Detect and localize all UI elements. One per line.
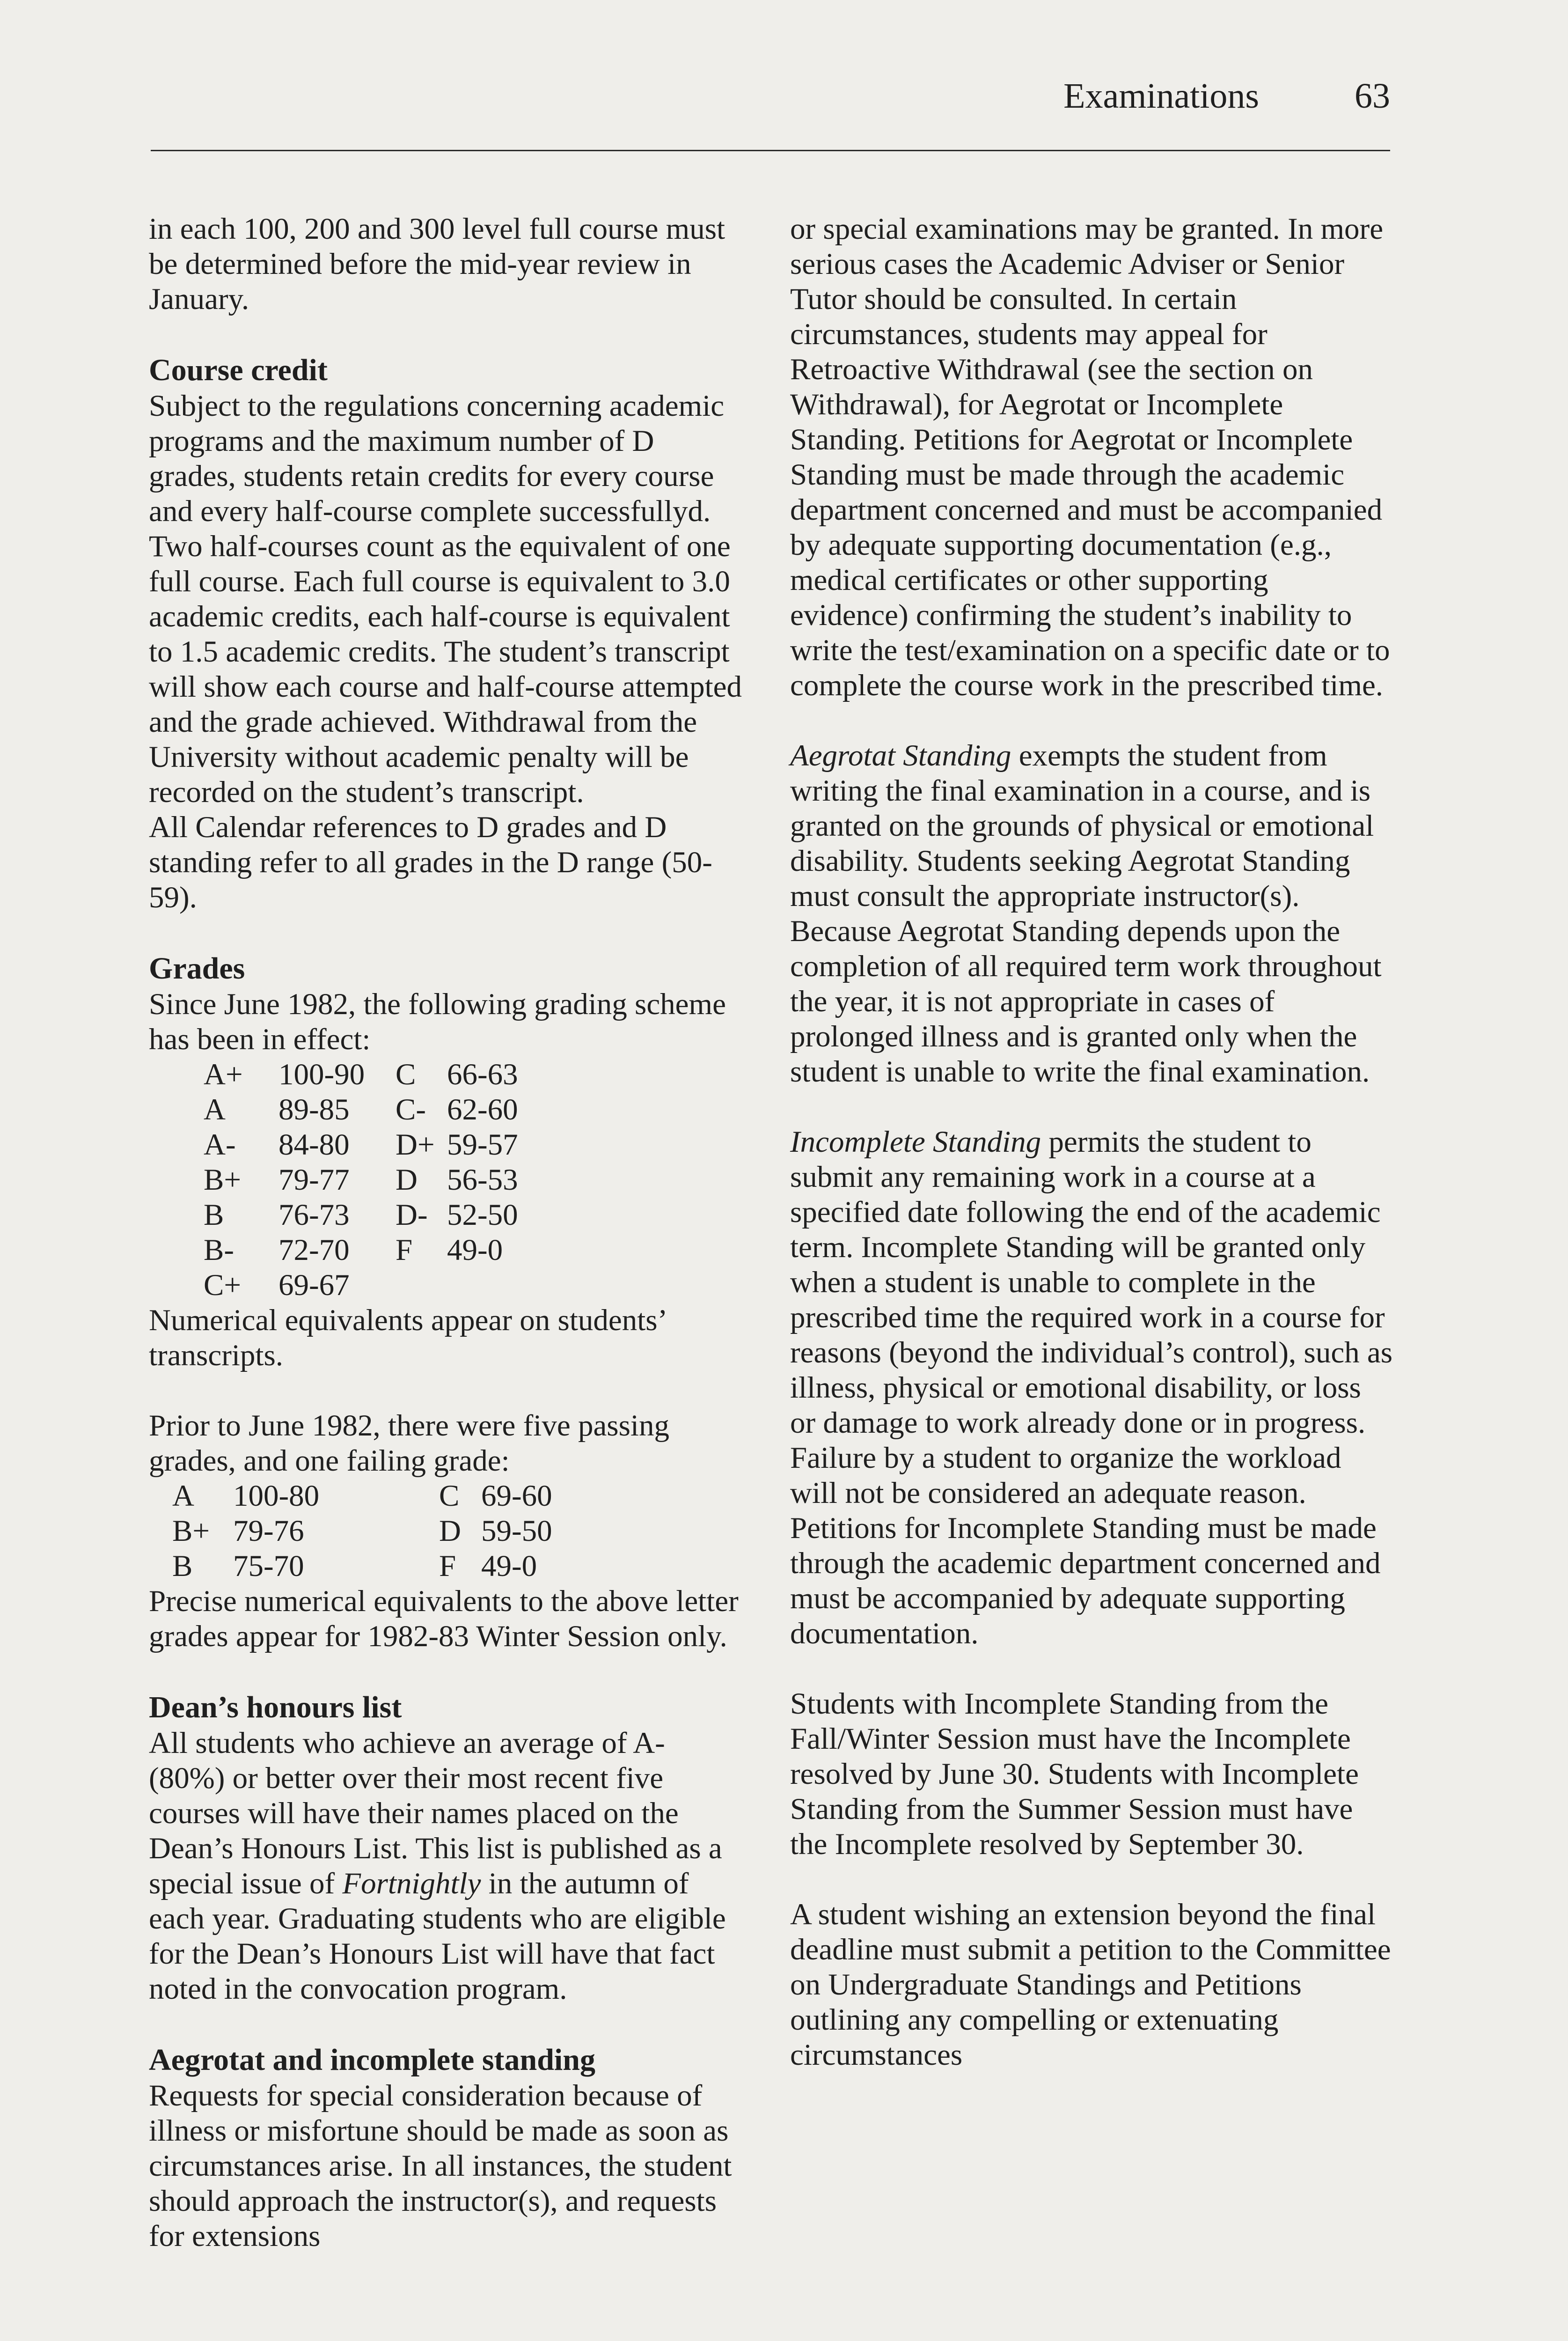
grade-row: [204, 1127, 518, 1163]
extension-paragraph: A student wishing an extension beyond the final deadline must submit a petition to the Committee on Undergraduate Standings and Petitions outlining any compelling or extenuating circumstances: [790, 1898, 1391, 2072]
grade-letter: A-: [204, 1128, 236, 1162]
prior-grades-intro: Prior to June 1982, there were five passing grades, and one failing grade:: [149, 1409, 669, 1478]
grade-letter: B-: [204, 1233, 234, 1267]
grades-heading: Grades: [149, 951, 245, 986]
continued-paragraph: or special examinations may be granted. In more serious cases the Academic Adviser or Senior Tutor should be consulted. In certain circumstances, students may appeal for Retroactive Withdrawal (see the section on Withdrawal), for Aegrotat or Incomplete Standing. Petitions for Aegrotat or Incomplete Standing must be made through the academic department concerned and must be accompanied by adequate supporting documentation (e.g., medical certificates or other supporting evidence) confirming the student’s inability to write the test/examination on a specific date or to complete the course work in the prescribed time.: [790, 212, 1390, 702]
grade-row: [172, 1549, 552, 1584]
grade-row: [172, 1479, 552, 1514]
fortnightly-title: Fortnightly: [342, 1867, 481, 1900]
deans-list-text-1: All students who achieve an average of A- (80%) or better over their most recent five courses will have their names placed on the Dean’s Honours List. This list is published as a special issue of: [149, 1726, 722, 1900]
grade-letter: D: [396, 1163, 418, 1197]
grade-letter: C: [439, 1479, 460, 1513]
grade-letter: C: [396, 1058, 416, 1091]
grade-range: 56-53: [447, 1163, 518, 1197]
grades-note: Numerical equivalents appear on students’ transcripts.: [149, 1303, 666, 1372]
grade-row: [204, 1163, 518, 1198]
grade-range: 76-73: [278, 1198, 350, 1232]
grade-range: [447, 1268, 518, 1303]
grade-range: 59-57: [447, 1128, 518, 1162]
incomplete-standing-paragraph: [790, 1125, 1394, 1651]
grade-letter: D-: [396, 1198, 428, 1232]
grade-range: 100-80: [233, 1479, 320, 1513]
prior-grades-note: Precise numerical equivalents to the above letter grades appear for 1982-83 Winter Session only.: [149, 1584, 739, 1653]
grade-row: [172, 1514, 552, 1549]
running-head: Examinations: [1063, 76, 1259, 116]
grade-letter: A+: [204, 1058, 243, 1091]
incomplete-standing-term: Incomplete Standing: [790, 1125, 1041, 1159]
deadlines-paragraph: Students with Incomplete Standing from the Fall/Winter Session must have the Incomplete resolved by June 30. Students with Incomplete Standing from the Summer Session must have the Incomplete resolved by September 30.: [790, 1687, 1359, 1861]
aegrotat-standing-paragraph: [790, 738, 1394, 1090]
grade-letter: D: [439, 1514, 461, 1548]
grade-letter: C+: [204, 1268, 242, 1302]
grade-letter: A: [172, 1479, 194, 1513]
grade-row: [204, 1233, 518, 1268]
page-header: [151, 70, 1390, 151]
deans-list-paragraph: [149, 1726, 748, 2007]
prior-grading-scheme-table: [172, 1479, 552, 1584]
grade-letter: C-: [396, 1093, 426, 1126]
grade-letter: D+: [396, 1128, 435, 1162]
grade-range: 59-50: [481, 1514, 552, 1548]
course-credit-heading: Course credit: [149, 353, 328, 387]
grades-intro: Since June 1982, the following grading scheme has been in effect:: [149, 987, 726, 1056]
grade-range: 75-70: [233, 1549, 304, 1583]
grade-row: [204, 1198, 518, 1233]
grade-range: 79-76: [233, 1514, 304, 1548]
grade-range: 84-80: [278, 1128, 350, 1162]
grade-row: [204, 1092, 518, 1127]
grade-range: 69-60: [481, 1479, 552, 1513]
aegrotat-paragraph: Requests for special consideration because of illness or misfortune should be made as soon as circumstances arise. In all instances, the student should approach the instructor(s), and requests for extensions: [149, 2079, 732, 2253]
grade-range: 89-85: [278, 1093, 350, 1126]
grade-range: 52-50: [447, 1198, 518, 1232]
grade-range: 49-0: [447, 1233, 503, 1267]
aegrotat-heading: Aegrotat and incomplete standing: [149, 2043, 595, 2077]
grade-range: 62-60: [447, 1093, 518, 1126]
aegrotat-standing-text: exempts the student from writing the final examination in a course, and is granted on the grounds of physical or emotional disability. Students seeking Aegrotat Standing must consult the appropriate instructor(s). Because Aegrotat Standing depends upon the completion of all required term work throughout the year, it is not appropriate in cases of prolonged illness and is granted only when the student is unable to write the final examination.: [790, 739, 1382, 1089]
grade-range: 69-67: [278, 1268, 350, 1302]
grade-row: [204, 1057, 518, 1092]
right-column: [790, 212, 1394, 2073]
grade-letter: F: [439, 1549, 456, 1583]
grade-range: 79-77: [278, 1163, 350, 1197]
incomplete-standing-text: permits the student to submit any remaining work in a course at a specified date following the end of the academic term. Incomplete Standing will be granted only when a student is unable to complete in the prescribed time the required work in a course for reasons (beyond the individual’s control), such as illness, physical or emotional disability, or loss or damage to work already done or in progress. Failure by a student to organize the workload will not be considered an adequate reason. Petitions for Incomplete Standing must be made through the academic department concerned and must be accompanied by adequate supporting documentation.: [790, 1125, 1393, 1650]
d-grades-paragraph: All Calendar references to D grades and D standing refer to all grades in the D range (50-59).: [149, 810, 712, 914]
grade-row: [204, 1268, 518, 1303]
grading-scheme-table: [204, 1057, 518, 1303]
grade-range: 72-70: [278, 1233, 350, 1267]
intro-paragraph: in each 100, 200 and 300 level full course must be determined before the mid-year review in January.: [149, 212, 725, 316]
grade-letter: B+: [172, 1514, 210, 1548]
grade-letter: F: [396, 1233, 413, 1267]
deans-list-text-2: in the autumn of each year. Graduating students who are eligible for the Dean’s Honours List will have that fact noted in the convocation program.: [149, 1867, 726, 2006]
grade-range: 100-90: [278, 1058, 365, 1091]
grade-letter: B: [204, 1198, 224, 1232]
grade-range: 49-0: [481, 1549, 537, 1583]
grade-range: 66-63: [447, 1058, 518, 1091]
grade-letter: B: [172, 1549, 193, 1583]
left-column: [149, 212, 748, 2254]
course-credit-paragraph: Subject to the regulations concerning academic programs and the maximum number of D grades, students retain credits for every course and every half-course complete successfullyd. Two half-courses count as the equivalent of one full course. Each full course is equivalent to 3.0 academic credits, each half-course is equivalent to 1.5 academic credits. The student’s transcript will show each course and half-course attempted and the grade achieved. Withdrawal from the University without academic penalty will be recorded on the student’s transcript.: [149, 389, 742, 809]
page-number: 63: [1355, 76, 1390, 116]
grade-letter: B+: [204, 1163, 242, 1197]
grade-letter: [396, 1268, 447, 1303]
aegrotat-standing-term: Aegrotat Standing: [790, 739, 1011, 773]
deans-list-heading: Dean’s honours list: [149, 1690, 402, 1724]
grade-letter: A: [204, 1093, 226, 1126]
